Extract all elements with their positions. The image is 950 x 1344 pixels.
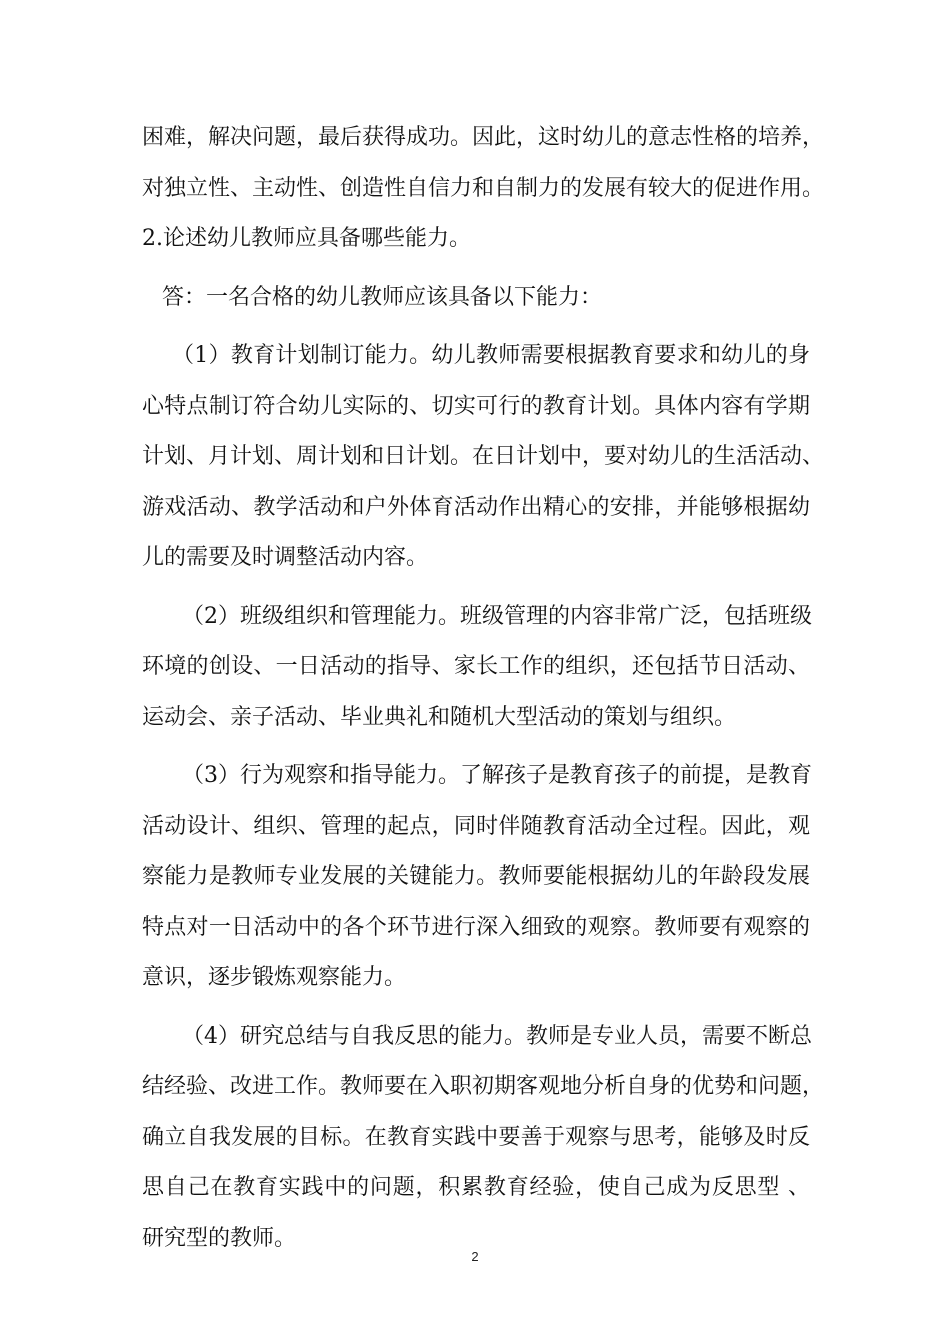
text-line: 对独立性、主动性、创造性自信力和自制力的发展有较大的促进作用。 [142, 175, 825, 201]
paragraph-3-first-line: （3）行为观察和指导能力。了解孩子是教育孩子的前提，是教育 [182, 763, 812, 788]
text-line: 游戏活动、教学活动和户外体育活动作出精心的安排，并能够根据幼 [142, 494, 810, 520]
text-line: 意识，逐步锻炼观察能力。 [142, 965, 407, 990]
paragraph-4-first-line: （4）研究总结与自我反思的能力。教师是专业人员，需要不断总 [182, 1023, 812, 1049]
question-heading: 2.论述幼儿教师应具备哪些能力。 [142, 226, 471, 251]
text-line: 运动会、亲子活动、毕业典礼和随机大型活动的策划与组织。 [142, 704, 737, 730]
text-line: 特点对一日活动中的各个环节进行深入细致的观察。教师要有观察的 [142, 914, 810, 940]
text-line: 计划、月计划、周计划和日计划。在日计划中，要对幼儿的生活活动、 [142, 444, 825, 469]
text-line: 活动设计、组织、管理的起点，同时伴随教育活动全过程。因此，观 [142, 813, 810, 839]
answer-intro: 答：一名合格的幼儿教师应该具备以下能力： [162, 284, 603, 310]
text-line: 结经验、改进工作。教师要在入职初期客观地分析自身的优势和问题， [142, 1074, 825, 1099]
paragraph-2-first-line: （2）班级组织和管理能力。班级管理的内容非常广泛，包括班级 [182, 603, 812, 629]
text-line: 研究型的教师。 [142, 1225, 297, 1251]
paragraph-1-first-line: （1）教育计划制订能力。幼儿教师需要根据教育要求和幼儿的身 [172, 343, 810, 368]
text-line: 确立自我发展的目标。在教育实践中要善于观察与思考，能够及时反 [142, 1124, 810, 1150]
document-body [142, 113, 825, 1264]
text-line: 心特点制订符合幼儿实际的、切实可行的教育计划。具体内容有学期 [142, 393, 810, 419]
text-line: 环境的创设、一日活动的指导、家长工作的组织，还包括节日活动、 [142, 654, 810, 679]
text-line: 困难，解决问题，最后获得成功。因此，这时幼儿的意志性格的培养， [142, 125, 825, 150]
text-line: 儿的需要及时调整活动内容。 [142, 545, 429, 570]
page-number: 2 [471, 1249, 479, 1264]
text-line: 察能力是教师专业发展的关键能力。教师要能根据幼儿的年龄段发展 [142, 864, 810, 889]
text-line: 思自己在教育实践中的问题，积累教育经验，使自己成为反思型 、 [142, 1175, 810, 1200]
